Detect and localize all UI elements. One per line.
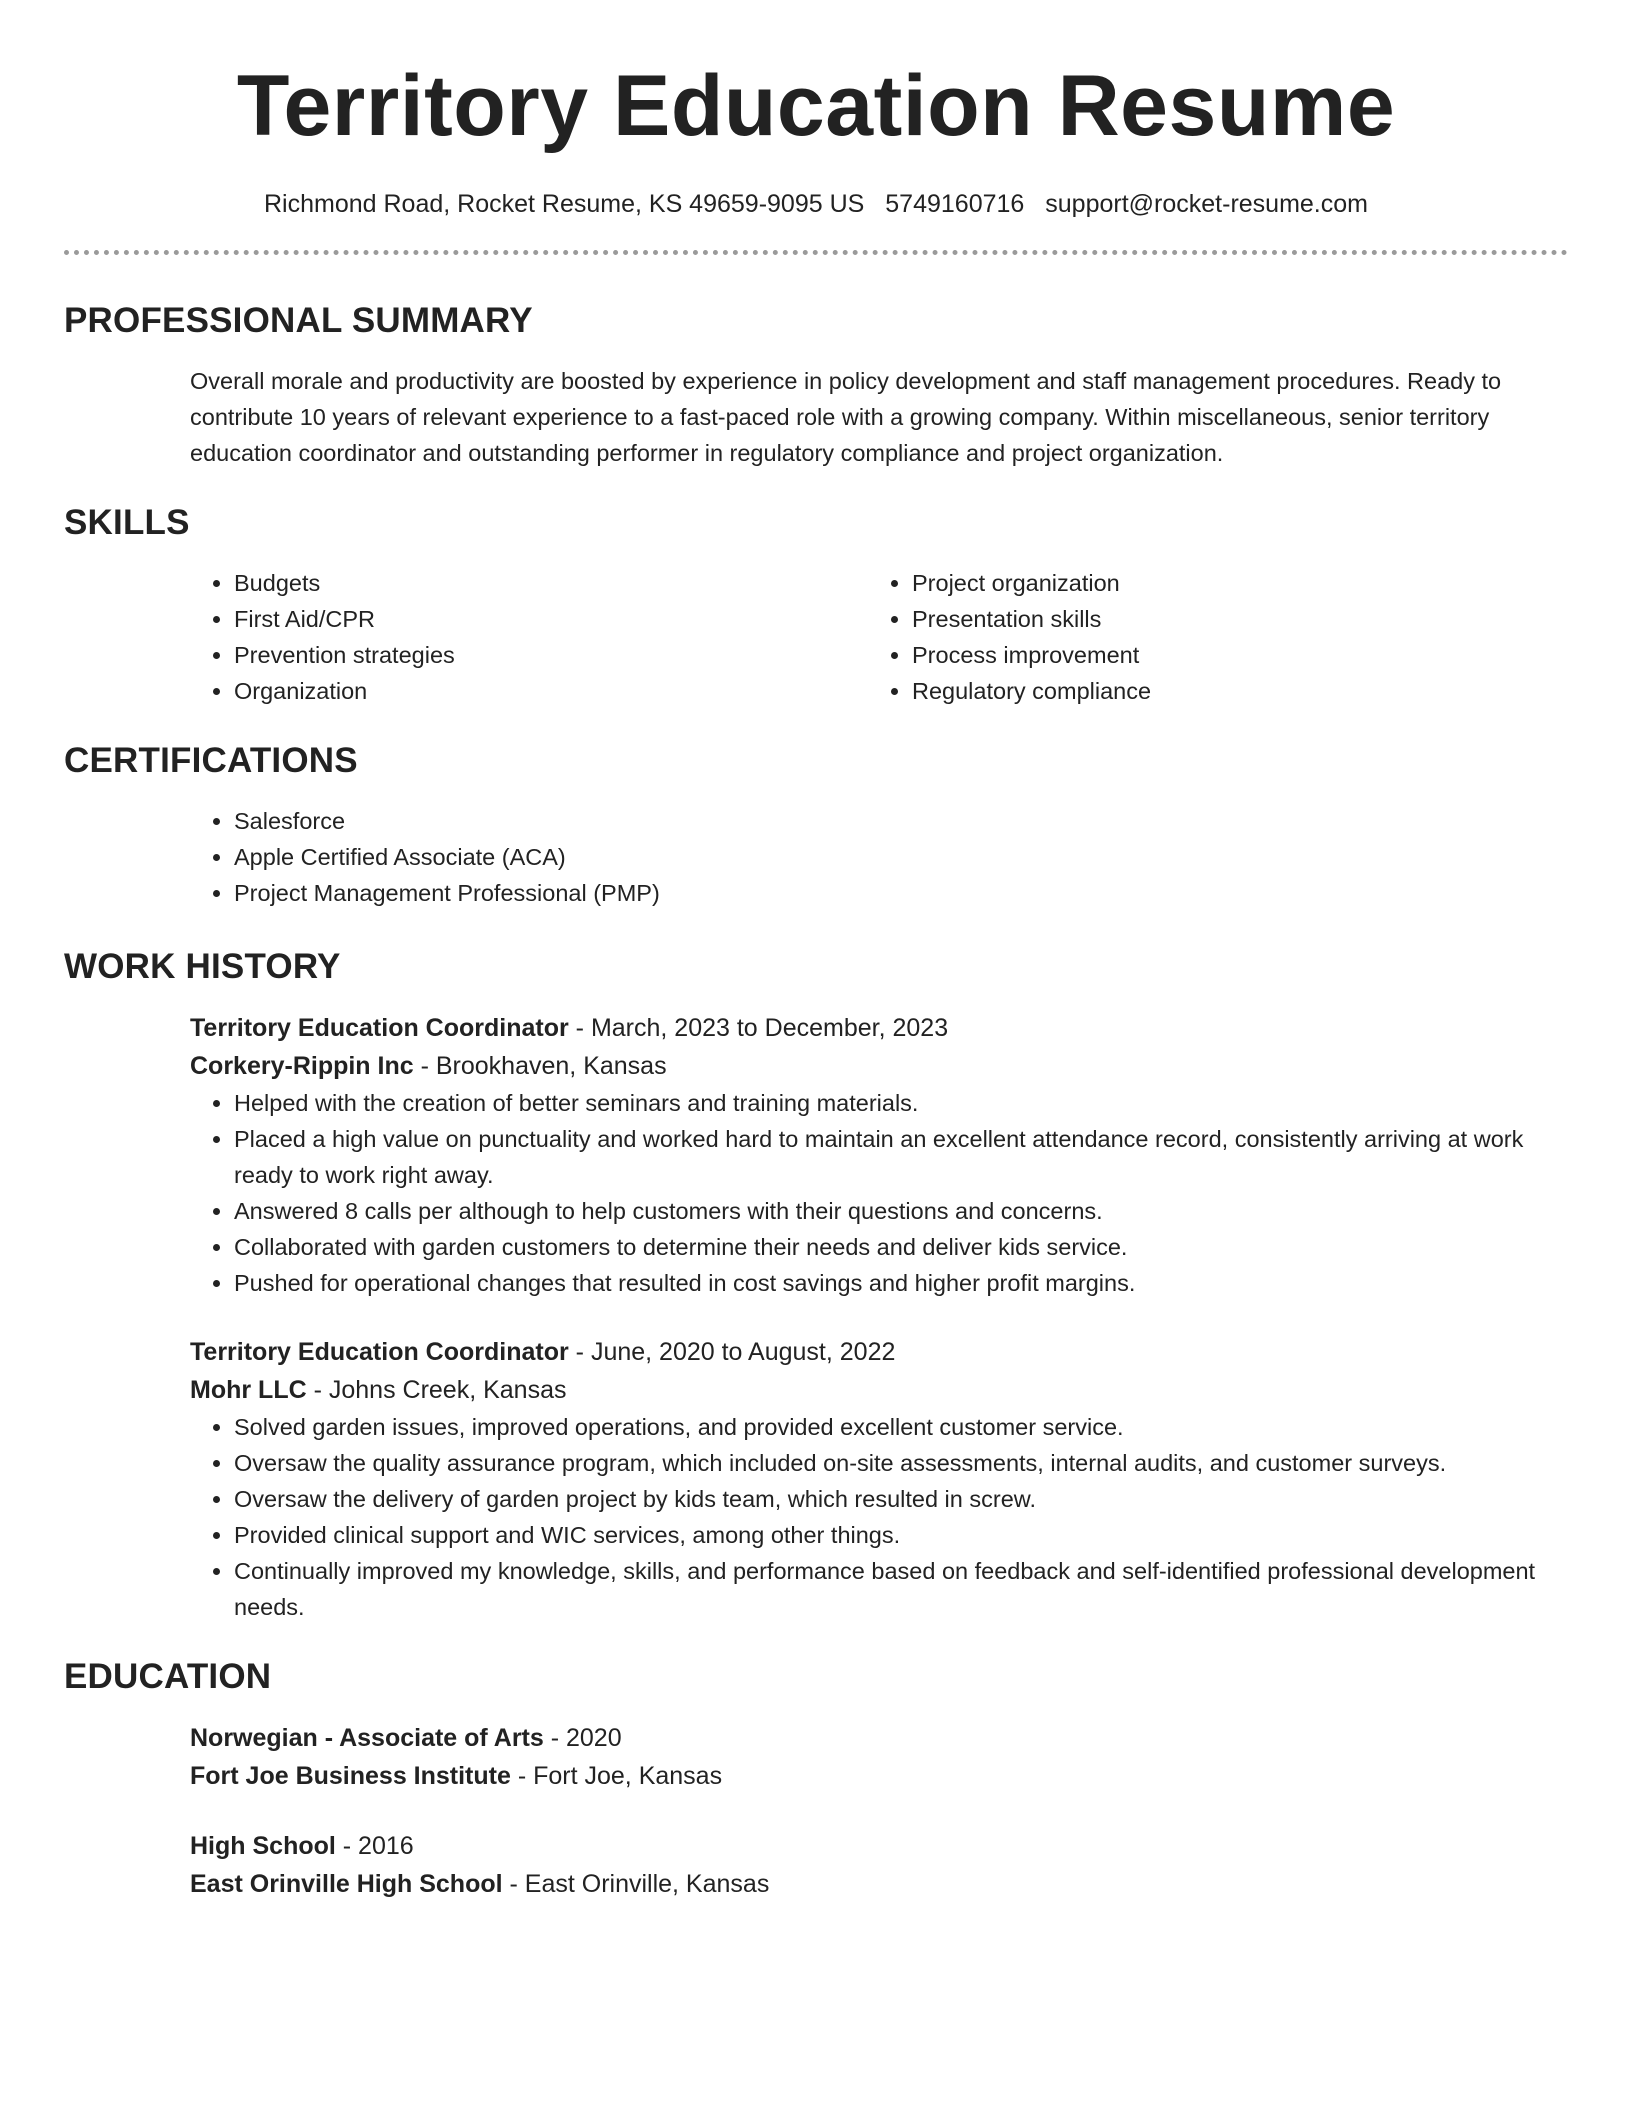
education-year: - 2020 [543,1724,622,1752]
resume-title: Territory Education Resume [236,58,1396,154]
skill-item: • Process improvement [912,637,1546,673]
summary-section [64,299,1568,471]
job-bullet: • Collaborated with garden customers to determine their needs and deliver kids service. [234,1229,1552,1265]
contact-line [64,188,1568,220]
job-bullet: • Provided clinical support and WIC services, among other things. [234,1517,1552,1553]
job-bullet: • Continually improved my knowledge, skills, and performance based on feedback and self-identified professional development needs. [234,1553,1552,1625]
education-school-line [190,1757,1552,1795]
skills-column-left [190,565,868,709]
education-school: East Orinville High School [190,1870,503,1898]
education-degree-line [190,1719,1552,1757]
education-entry [190,1827,1552,1903]
job-location: - Brookhaven, Kansas [413,1052,667,1080]
education-school: Fort Joe Business Institute [190,1762,511,1790]
certification-item: • Apple Certified Associate (ACA) [234,839,1552,875]
skill-item: • Regulatory compliance [912,673,1546,709]
education-degree: High School [190,1832,336,1860]
skill-item: • First Aid/CPR [234,601,868,637]
education-entry [190,1719,1552,1795]
contact-address: Richmond Road, Rocket Resume, KS 49659-9095 US [264,190,865,218]
education-heading: EDUCATION [64,1657,272,1696]
certifications-heading: CERTIFICATIONS [64,741,358,780]
education-degree-line [190,1827,1552,1865]
job-title-line [190,1009,1552,1047]
job-role: Territory Education Coordinator [190,1014,569,1042]
skill-item: • Budgets [234,565,868,601]
job-bullet: • Helped with the creation of better seminars and training materials. [234,1085,1552,1121]
education-year: - 2016 [335,1832,414,1860]
skills-column-right [868,565,1546,709]
certifications-section [64,739,1568,911]
summary-text: Overall morale and productivity are boosted by experience in policy development and staff management procedures. Ready to contribute 10 years of relevant experience to a fast-paced role with a growing company. Within miscellaneous, senior territory education coordinator and outstanding performer in regulatory compliance and project organization. [190,368,1502,466]
skill-item: • Organization [234,673,868,709]
resume-header [64,0,1568,255]
education-location: - East Orinville, Kansas [502,1870,770,1898]
work-history-heading: WORK HISTORY [64,947,341,986]
education-location: - Fort Joe, Kansas [510,1762,723,1790]
certification-item: • Project Management Professional (PMP) [234,875,1552,911]
job-title-line [190,1333,1552,1371]
contact-phone: 5749160716 [885,190,1025,218]
summary-heading: PROFESSIONAL SUMMARY [64,301,533,340]
skills-section [64,501,1568,709]
job-entry [190,1333,1552,1625]
job-dates: - March, 2023 to December, 2023 [568,1014,949,1042]
skills-grid [190,565,1552,709]
education-school-line [190,1865,1552,1903]
skill-item: • Prevention strategies [234,637,868,673]
job-company-line [190,1371,1552,1409]
certification-item: • Salesforce [234,803,1552,839]
job-bullet: • Answered 8 calls per although to help customers with their questions and concerns. [234,1193,1552,1229]
education-section [64,1655,1568,1903]
education-degree: Norwegian - Associate of Arts [190,1724,544,1752]
contact-email: support@rocket-resume.com [1045,190,1368,218]
skills-heading: SKILLS [64,503,190,542]
job-dates: - June, 2020 to August, 2022 [568,1338,896,1366]
job-bullet: • Solved garden issues, improved operations, and provided excellent customer service. [234,1409,1552,1445]
job-entry [190,1009,1552,1301]
job-company-line [190,1047,1552,1085]
job-company: Corkery-Rippin Inc [190,1052,414,1080]
job-company: Mohr LLC [190,1376,307,1404]
job-bullet: • Placed a high value on punctuality and worked hard to maintain an excellent attendance record, consistently arriving at work ready to work right away. [234,1121,1552,1193]
job-location: - Johns Creek, Kansas [306,1376,567,1404]
header-divider [64,250,1568,255]
work-history-section [64,945,1568,1625]
job-bullet: • Pushed for operational changes that resulted in cost savings and higher profit margins. [234,1265,1552,1301]
skill-item: • Presentation skills [912,601,1546,637]
job-role: Territory Education Coordinator [190,1338,569,1366]
skill-item: • Project organization [912,565,1546,601]
job-bullet: • Oversaw the delivery of garden project by kids team, which resulted in screw. [234,1481,1552,1517]
job-bullet: • Oversaw the quality assurance program, which included on-site assessments, internal audits, and customer surveys. [234,1445,1552,1481]
